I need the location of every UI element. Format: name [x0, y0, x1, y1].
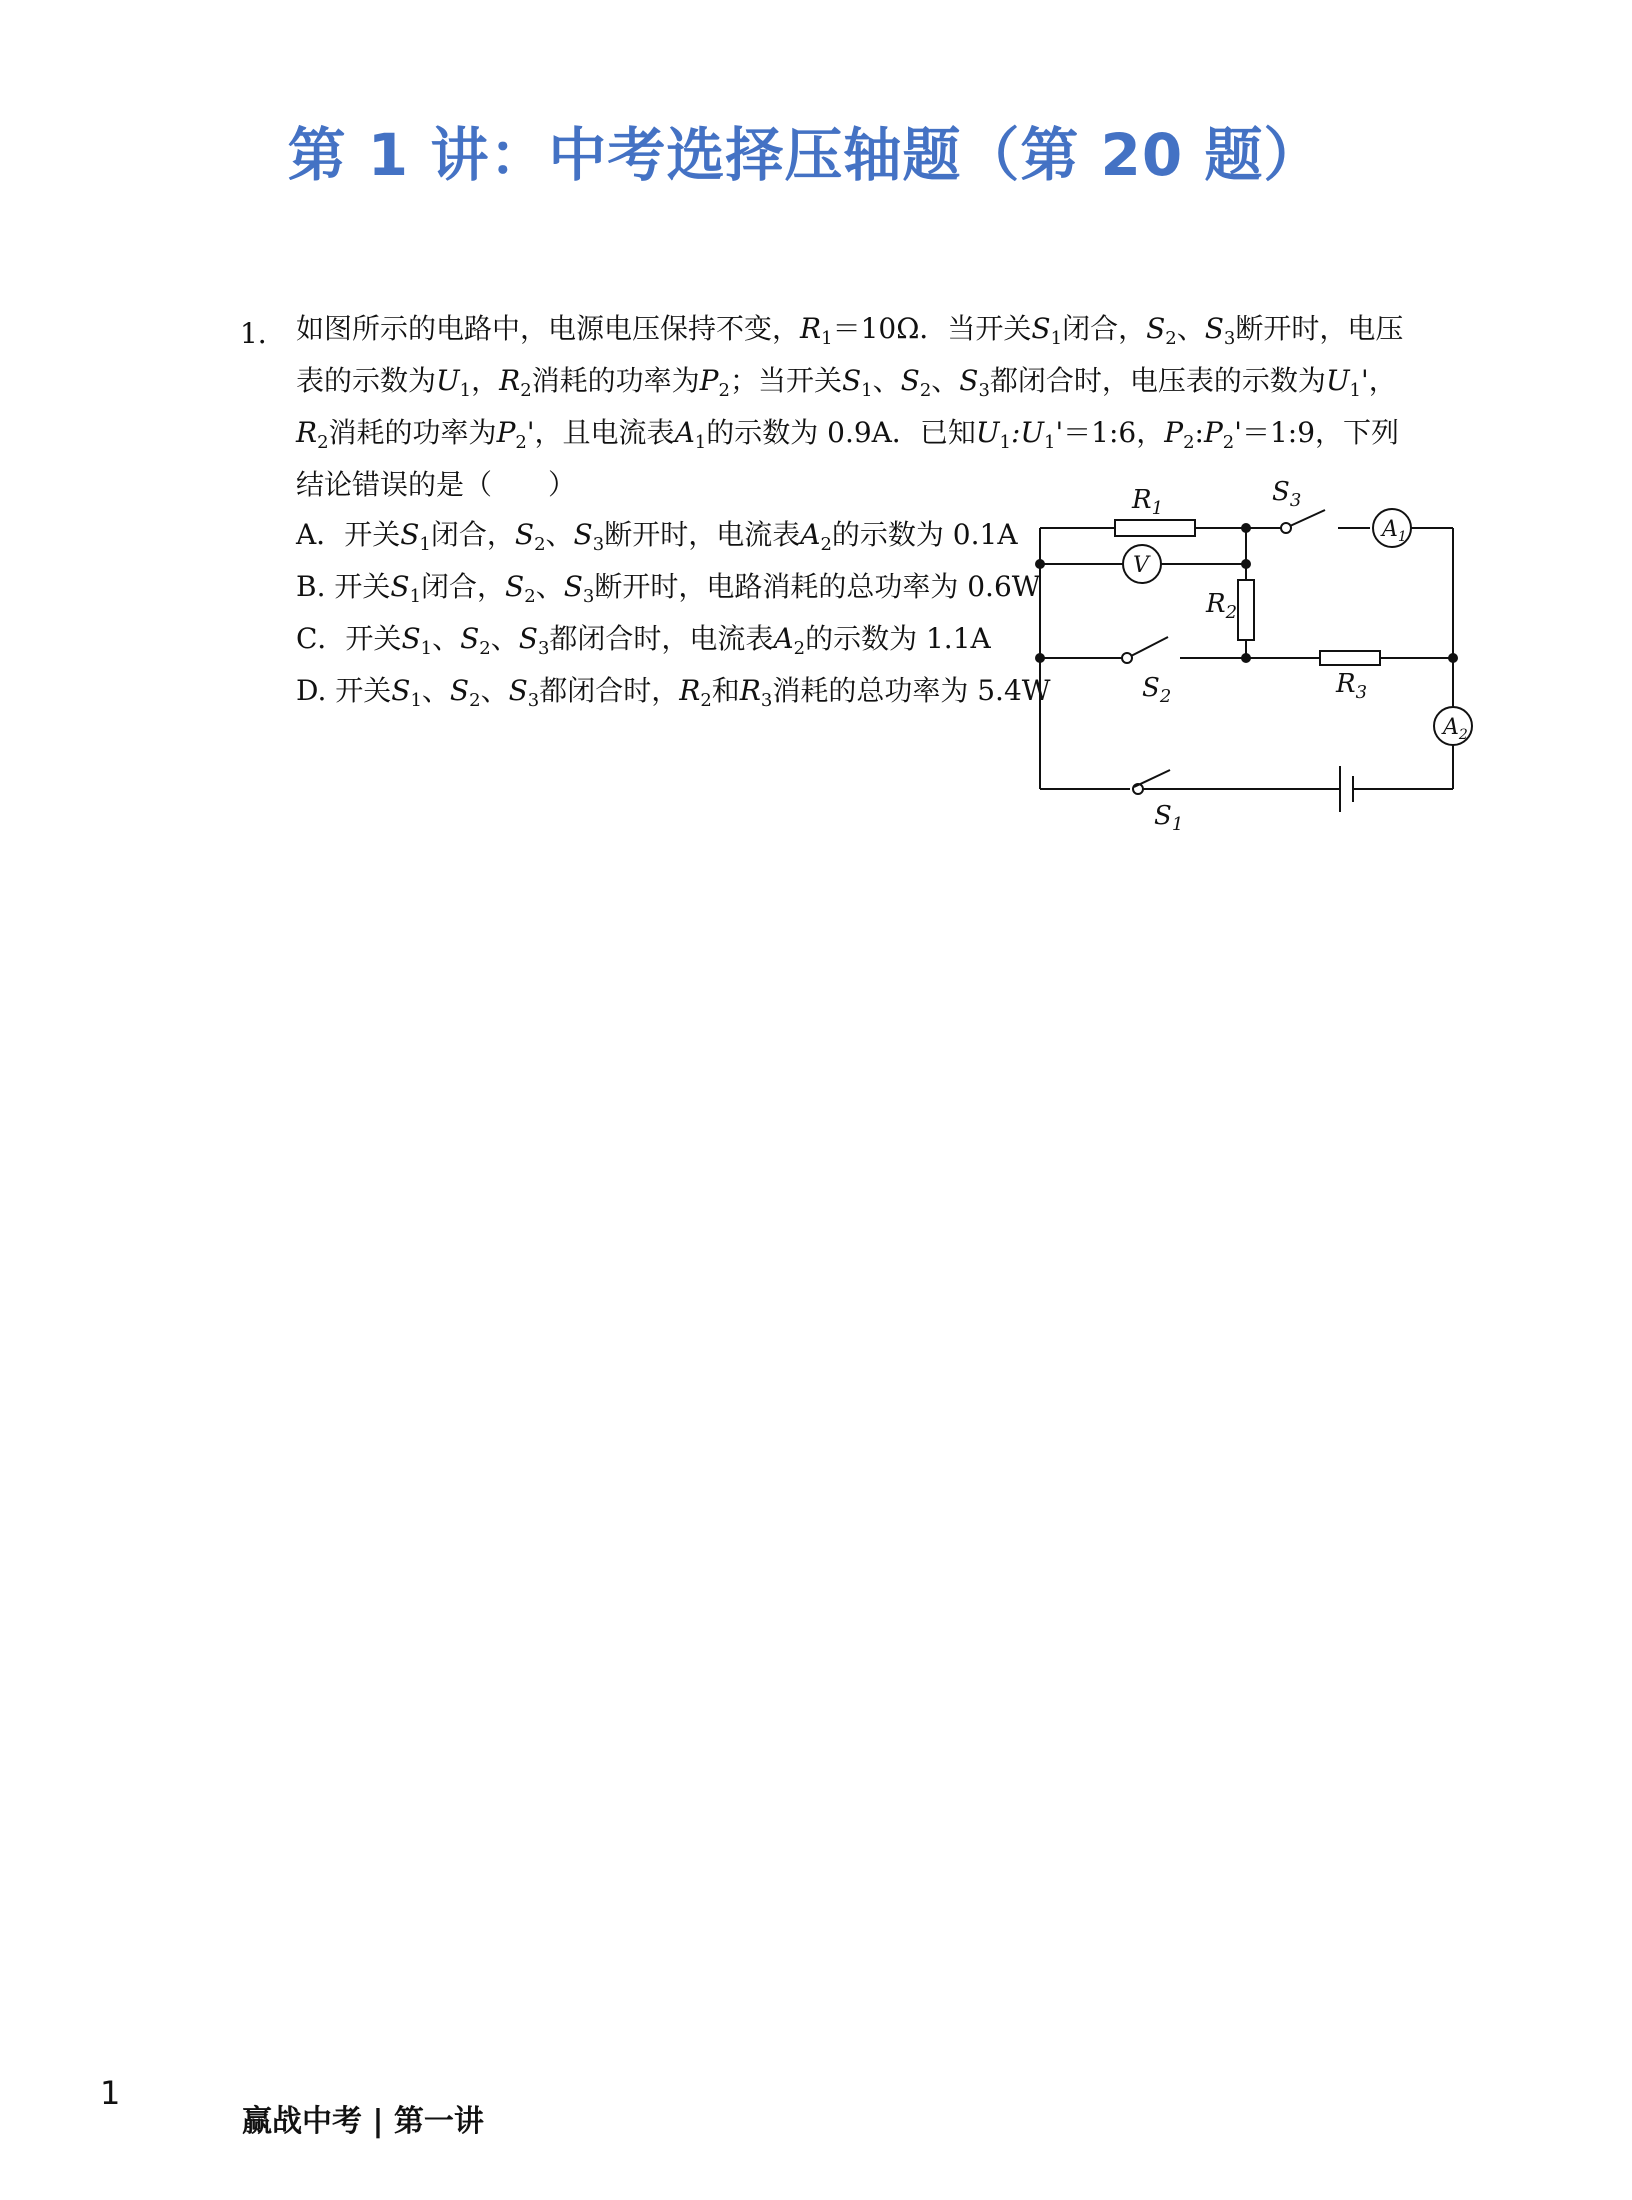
junction-dot [1035, 559, 1045, 569]
page-number: 1 [100, 2074, 121, 2112]
junction-dot [1035, 653, 1045, 663]
question-number: 1． [240, 317, 286, 350]
junction-dot [1241, 653, 1251, 663]
label-r2: $R_2$ [1206, 589, 1238, 623]
label-a1: $A_1$ [1382, 517, 1407, 545]
option-d: D. 开关$S_1$、$S_2$、$S_3$都闭合时，$R_2$和$R_3$消耗的总功率为 5.4W [296, 674, 1051, 711]
option-a: A．开关$S_1$闭合，$S_2$、$S_3$断开时，电流表$A_2$的示数为 0.1A [296, 518, 1018, 555]
switch-s1-blade [1134, 770, 1170, 787]
option-b: B. 开关$S_1$闭合，$S_2$、$S_3$断开时，电路消耗的总功率为 0.6W [296, 570, 1041, 607]
footer-title: 赢战中考 | 第一讲 [242, 2104, 484, 2139]
switch-s2-blade [1131, 637, 1168, 656]
circuit-diagram [1020, 470, 1480, 830]
label-s1: $S_1$ [1154, 801, 1184, 830]
question-stem-line-4: 结论错误的是（ ） [296, 468, 577, 501]
resistor-r2 [1238, 580, 1254, 640]
junction-dot [1448, 653, 1458, 663]
label-a2: $A_2$ [1443, 715, 1468, 743]
resistor-r3 [1320, 651, 1380, 665]
label-r3: $R_3$ [1336, 669, 1368, 703]
label-s3: $S_3$ [1272, 477, 1302, 511]
page-title: 第 1 讲：中考选择压轴题（第 20 题） [287, 121, 1323, 189]
question-stem-line-1: 如图所示的电路中，电源电压保持不变，$R_1=10\Omega$．当开关$S_1$闭合，$S_2$、$S_3$断开时，电压 [296, 312, 1404, 349]
resistor-r1 [1115, 520, 1195, 536]
junction-dot [1241, 523, 1251, 533]
question-stem-line-3: $R_2$消耗的功率为$P_2'$，且电流表$A_1$的示数为 0.9A．已知$U_1:U_1'=1:6$，$P_2:P_2'=1:9$，下列 [296, 416, 1400, 453]
junction-dot [1241, 559, 1251, 569]
question-stem-line-2: 表的示数为$U_1$，$R_2$消耗的功率为$P_2$；当开关$S_1$、$S_2$、$S_3$都闭合时，电压表的示数为$U_1'$， [296, 364, 1397, 401]
switch-s2-contact [1122, 653, 1132, 663]
label-r1: $R_1$ [1132, 485, 1164, 519]
label-voltmeter: V [1133, 553, 1149, 578]
option-c: C．开关$S_1$、$S_2$、$S_3$都闭合时，电流表$A_2$的示数为 1.1A [296, 622, 991, 659]
switch-s3-contact [1281, 523, 1291, 533]
label-s2: $S_2$ [1142, 673, 1172, 707]
switch-s3-blade [1290, 510, 1325, 526]
